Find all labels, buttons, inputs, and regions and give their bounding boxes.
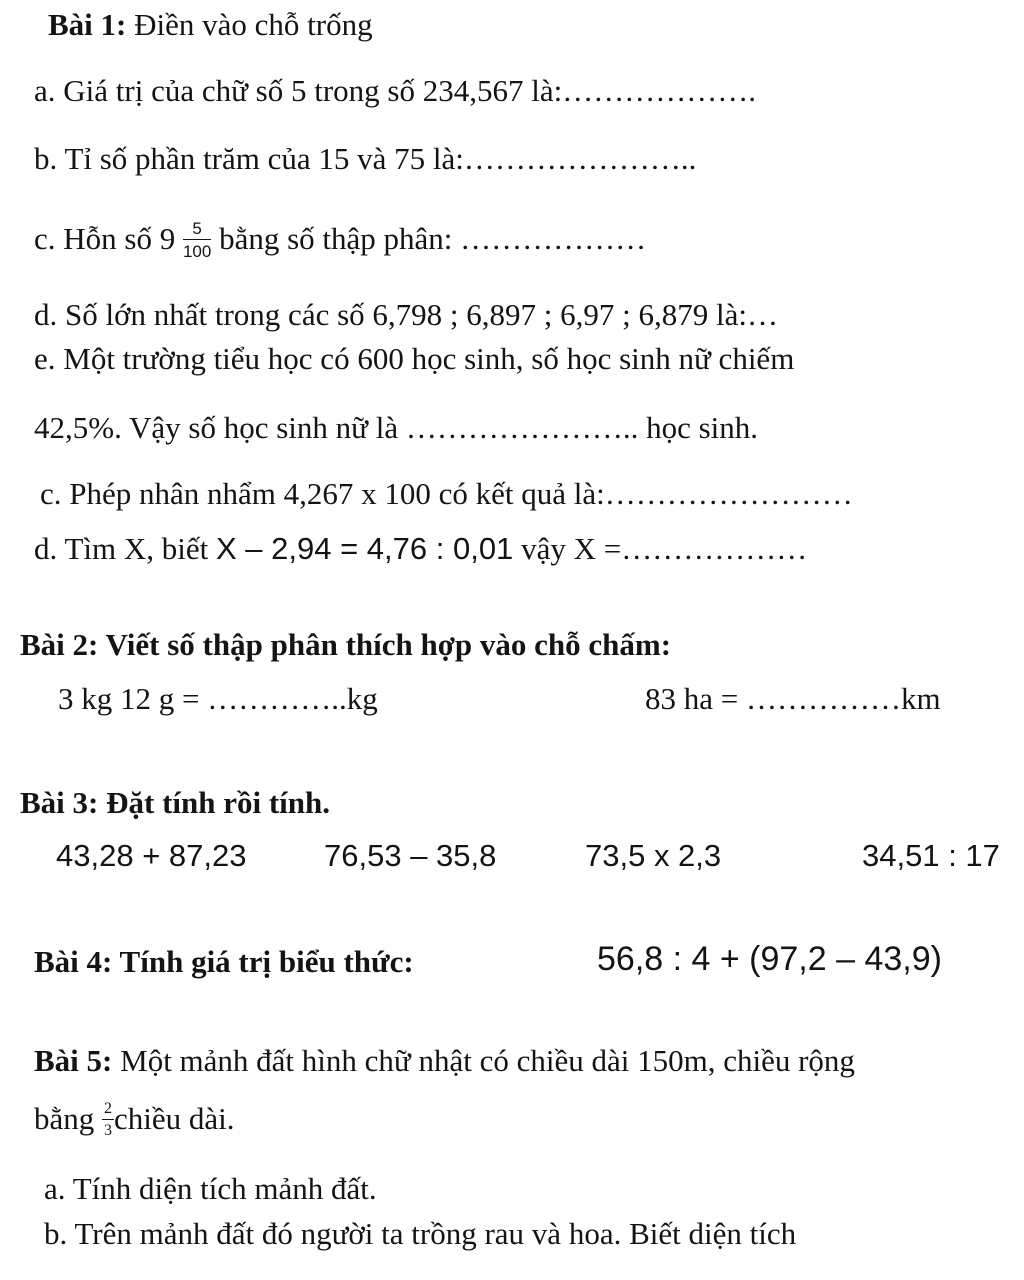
bai5-item-b: b. Trên mảnh đất đó người ta trồng rau và hoa. Biết diện tích [44, 1216, 797, 1251]
two-thirds-fraction: $\frac{2}{3}$ [104, 1099, 113, 1139]
bai5-line1: Bài 5: Một mảnh đất hình chữ nhật có chiều dài 150m, chiều rộng [34, 1043, 855, 1078]
bai5-item-a: a. Tính diện tích mảnh đất. [44, 1171, 377, 1206]
bai4-title: Bài 4: Tính giá trị biểu thức: [34, 944, 414, 979]
bai3-op-4: 34,51 : 17 [862, 838, 1000, 873]
bai1-item-c: c. Hỗn số 9 $\frac{5}{100}$ bằng số thập phân: ……………… [34, 218, 647, 261]
bai1-item-a: a. Giá trị của chữ số 5 trong số 234,567 là:………………. [34, 73, 756, 108]
bai1-item-e-line1: e. Một trường tiểu học có 600 học sinh, số học sinh nữ chiếm [34, 341, 795, 376]
bai4-expression: 56,8 : 4 + (97,2 – 43,9) [597, 940, 942, 978]
bai3-op-3: 73,5 x 2,3 [585, 838, 722, 873]
bai5-line2: bằng $\frac{2}{3}$ chiều dài. [34, 1099, 235, 1139]
bai3-title: Bài 3: Đặt tính rồi tính. [20, 785, 331, 820]
bai1-item-c2: c. Phép nhân nhẩm 4,267 x 100 có kết quả là:…………………… [40, 476, 853, 511]
bai2-title: Bài 2: Viết số thập phân thích hợp vào chỗ chấm: [20, 627, 672, 662]
bai1-item-b: b. Tỉ số phần trăm của 15 và 75 là:………………….. [34, 141, 697, 176]
bai1-item-d2: d. Tìm X, biết X – 2,94 = 4,76 : 0,01 vậy X =……………… [34, 531, 808, 566]
bai2-right: 83 ha = ……………km [645, 681, 941, 716]
mixed-number-fraction: $\frac{5}{100}$ [182, 218, 212, 261]
bai1-title: Bài 1: Điền vào chỗ trống [48, 7, 373, 42]
bai3-op-2: 76,53 – 35,8 [324, 838, 497, 873]
bai1-item-e-line2: 42,5%. Vậy số học sinh nữ là ………………….. học sinh. [34, 410, 759, 445]
bai2-left: 3 kg 12 g = …………..kg [58, 681, 378, 716]
bai1-item-d: d. Số lớn nhất trong các số 6,798 ; 6,897 ; 6,97 ; 6,879 là:… [34, 297, 778, 332]
bai3-op-1: 43,28 + 87,23 [56, 838, 247, 873]
